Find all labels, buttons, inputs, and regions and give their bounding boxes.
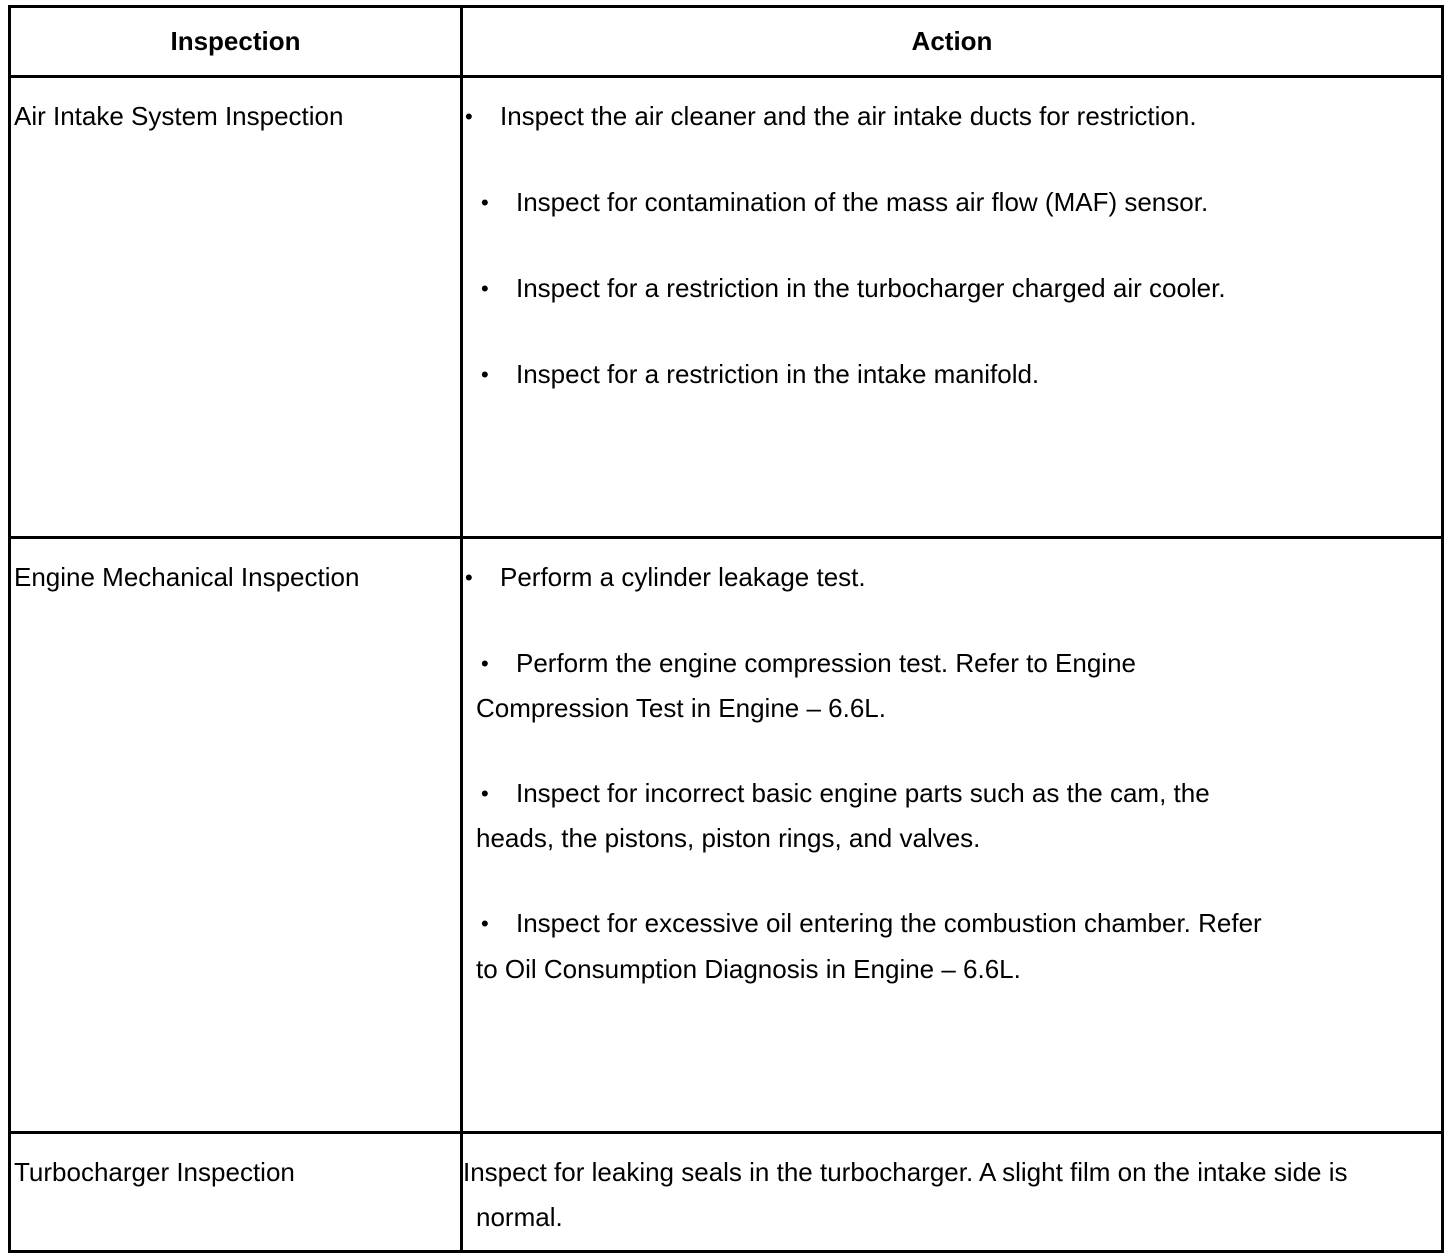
action-line: Perform the engine compression test. Refer to Engine [516, 648, 1136, 678]
action-line: Inspect for a restriction in the intake manifold. [516, 359, 1040, 389]
header-divider [11, 75, 1441, 78]
action-line: Compression Test in Engine – 6.6L. [476, 693, 886, 723]
action-line: Inspect for contamination of the mass air flow (MAF) sensor. [516, 187, 1209, 217]
bullet-icon: • [481, 190, 489, 215]
bullet-icon: • [481, 911, 489, 936]
bullet-icon: • [481, 362, 489, 387]
bullet-icon: • [481, 781, 489, 806]
inspection-cell: Air Intake System Inspection [14, 101, 344, 131]
column-divider [460, 8, 463, 1250]
action-line: normal. [476, 1202, 563, 1232]
inspection-cell: Turbocharger Inspection [14, 1157, 295, 1187]
inspection-cell: Engine Mechanical Inspection [14, 562, 360, 592]
action-line: Inspect for incorrect basic engine parts such as the cam, the [516, 778, 1210, 808]
bullet-icon: • [465, 104, 473, 129]
header-action: Action [911, 26, 993, 56]
action-line: heads, the pistons, piston rings, and valves. [476, 823, 981, 853]
row-divider [11, 1131, 1441, 1134]
bullet-icon: • [481, 651, 489, 676]
action-line: Inspect for excessive oil entering the combustion chamber. Refer [516, 908, 1262, 938]
row-divider [11, 536, 1441, 539]
inspection-table [8, 5, 1444, 1253]
action-line: Inspect the air cleaner and the air intake ducts for restriction. [500, 101, 1197, 131]
action-line: Perform a cylinder leakage test. [500, 562, 866, 592]
action-line: to Oil Consumption Diagnosis in Engine – 6.6L. [476, 954, 1021, 984]
action-line: Inspect for a restriction in the turbocharger charged air cooler. [516, 273, 1226, 303]
action-line: Inspect for leaking seals in the turbocharger. A slight film on the intake side is [463, 1157, 1348, 1187]
bullet-icon: • [465, 565, 473, 590]
bullet-icon: • [481, 276, 489, 301]
header-inspection: Inspection [170, 26, 301, 56]
